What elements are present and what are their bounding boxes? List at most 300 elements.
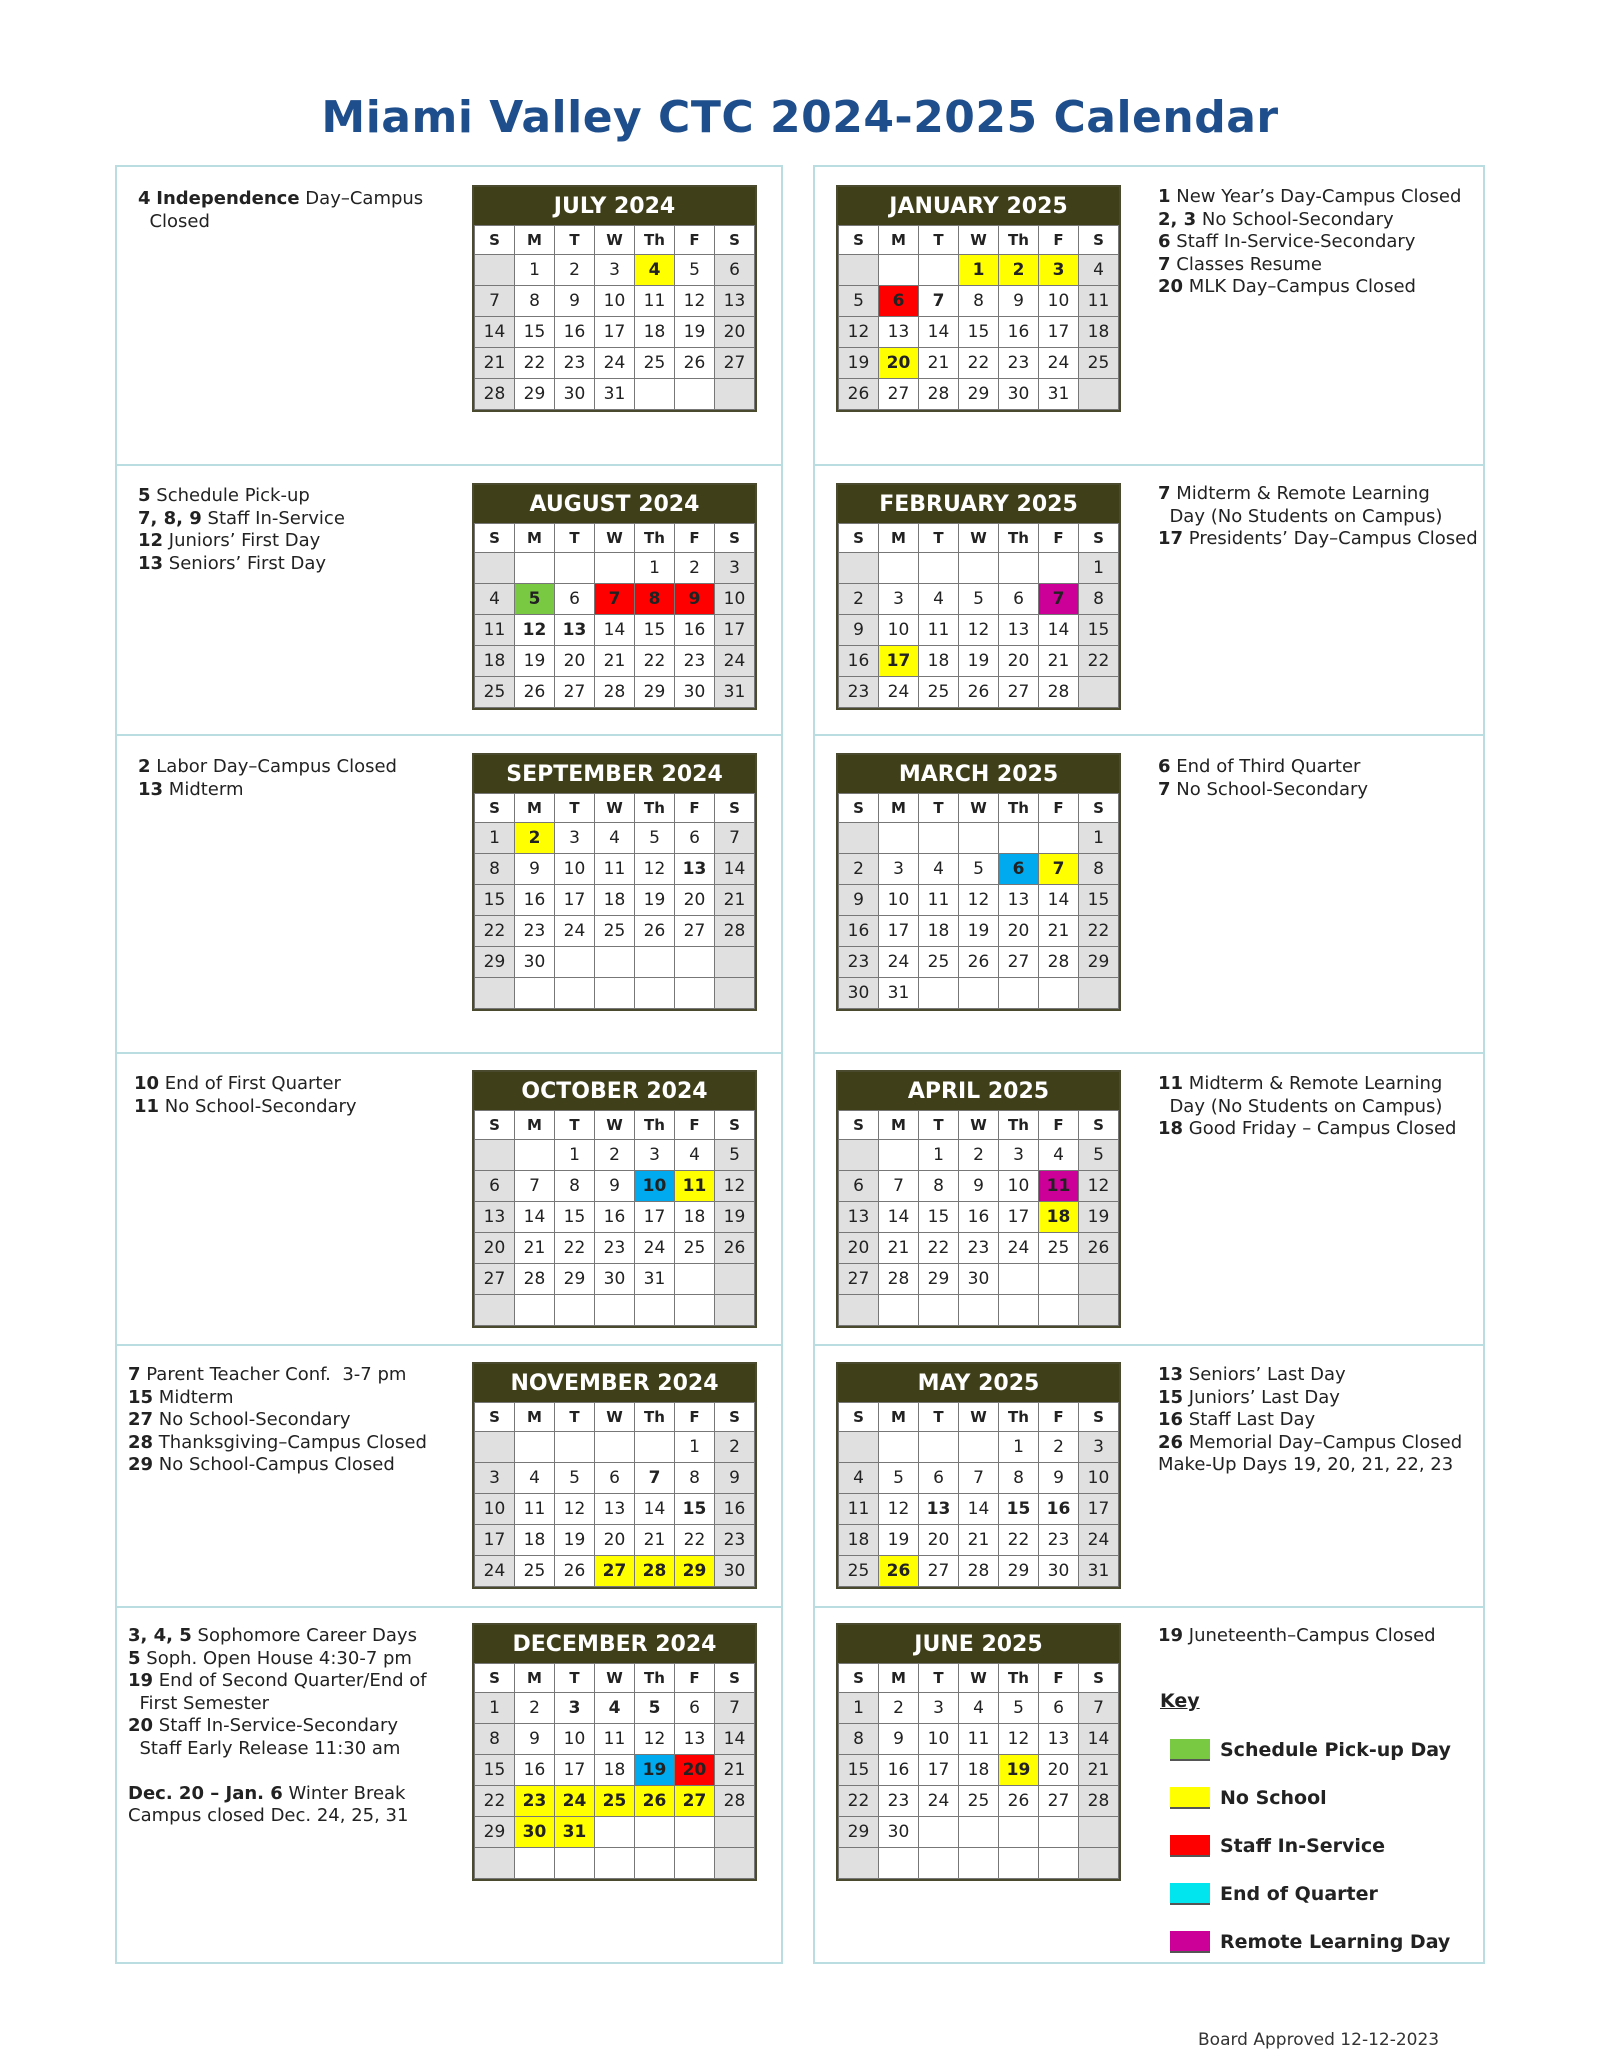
day-cell xyxy=(1079,1848,1119,1879)
day-cell: 5 xyxy=(515,584,555,615)
day-cell: 3 xyxy=(555,823,595,854)
day-cell xyxy=(839,553,879,584)
day-cell: 20 xyxy=(475,1233,515,1264)
event-line: Closed xyxy=(138,210,210,232)
day-cell: 22 xyxy=(839,1786,879,1817)
weekday-header: M xyxy=(879,794,919,823)
day-cell: 27 xyxy=(999,677,1039,708)
day-cell: 23 xyxy=(555,348,595,379)
weekday-header: F xyxy=(1039,226,1079,255)
events-feb xyxy=(1158,483,1478,551)
day-cell: 9 xyxy=(879,1724,919,1755)
day-cell: 25 xyxy=(595,1786,635,1817)
day-cell: 19 xyxy=(635,885,675,916)
day-cell: 24 xyxy=(879,947,919,978)
day-cell: 26 xyxy=(515,677,555,708)
day-cell xyxy=(555,553,595,584)
day-cell: 11 xyxy=(515,1494,555,1525)
calendar-feb xyxy=(836,483,1121,710)
day-cell: 27 xyxy=(595,1556,635,1587)
day-cell: 19 xyxy=(635,1755,675,1786)
event-line: 11 No School-Secondary xyxy=(134,1095,357,1117)
day-cell xyxy=(1079,1817,1119,1848)
day-cell xyxy=(1039,553,1079,584)
day-cell: 27 xyxy=(675,1786,715,1817)
day-cell: 23 xyxy=(595,1233,635,1264)
day-cell: 16 xyxy=(675,615,715,646)
day-cell: 9 xyxy=(675,584,715,615)
weekday-header: M xyxy=(515,1111,555,1140)
day-cell: 25 xyxy=(675,1233,715,1264)
day-cell xyxy=(715,1295,755,1326)
weekday-header: W xyxy=(959,1111,999,1140)
day-cell: 26 xyxy=(715,1233,755,1264)
day-cell: 7 xyxy=(515,1171,555,1202)
weekday-header: S xyxy=(1079,1664,1119,1693)
day-cell: 28 xyxy=(715,916,755,947)
day-cell: 3 xyxy=(879,854,919,885)
day-cell: 24 xyxy=(555,1786,595,1817)
day-cell: 13 xyxy=(919,1494,959,1525)
weekday-header: W xyxy=(595,524,635,553)
day-cell: 17 xyxy=(1079,1494,1119,1525)
event-line: Staff Early Release 11:30 am xyxy=(128,1737,401,1759)
day-cell: 20 xyxy=(595,1525,635,1556)
day-cell: 2 xyxy=(515,1693,555,1724)
day-cell: 13 xyxy=(715,286,755,317)
day-cell xyxy=(715,1264,755,1295)
day-cell: 18 xyxy=(635,317,675,348)
day-cell xyxy=(635,379,675,410)
weekday-header: M xyxy=(515,794,555,823)
day-cell: 20 xyxy=(675,885,715,916)
month-grid xyxy=(474,1110,755,1326)
weekday-header: T xyxy=(555,1111,595,1140)
day-cell: 25 xyxy=(1039,1233,1079,1264)
weekday-header: F xyxy=(1039,1664,1079,1693)
day-cell: 11 xyxy=(475,615,515,646)
day-cell: 5 xyxy=(715,1140,755,1171)
event-line: 13 Midterm xyxy=(138,778,244,800)
month-grid xyxy=(838,523,1119,708)
day-cell: 12 xyxy=(675,286,715,317)
day-cell: 10 xyxy=(1079,1463,1119,1494)
day-cell: 20 xyxy=(715,317,755,348)
weekday-header: F xyxy=(1039,1111,1079,1140)
calendar-sep xyxy=(472,753,757,1011)
day-cell: 31 xyxy=(555,1817,595,1848)
day-cell: 23 xyxy=(715,1525,755,1556)
day-cell: 24 xyxy=(595,348,635,379)
weekday-header: Th xyxy=(999,794,1039,823)
day-cell xyxy=(999,1848,1039,1879)
weekday-header: T xyxy=(555,226,595,255)
legend-item-end-quarter: End of Quarter xyxy=(1160,1870,1451,1918)
day-cell: 7 xyxy=(475,286,515,317)
day-cell: 14 xyxy=(1039,615,1079,646)
day-cell: 31 xyxy=(879,978,919,1009)
day-cell: 14 xyxy=(715,854,755,885)
day-cell: 21 xyxy=(715,1755,755,1786)
weekday-header: W xyxy=(595,1403,635,1432)
day-cell xyxy=(715,1817,755,1848)
day-cell xyxy=(999,823,1039,854)
weekday-header: F xyxy=(675,1403,715,1432)
day-cell xyxy=(919,1848,959,1879)
day-cell: 26 xyxy=(1079,1233,1119,1264)
day-cell: 21 xyxy=(635,1525,675,1556)
day-cell: 9 xyxy=(595,1171,635,1202)
day-cell: 9 xyxy=(1039,1463,1079,1494)
weekday-header: S xyxy=(839,524,879,553)
day-cell: 31 xyxy=(1039,379,1079,410)
weekday-header: S xyxy=(1079,1403,1119,1432)
day-cell: 11 xyxy=(595,1724,635,1755)
weekday-header: T xyxy=(919,794,959,823)
day-cell: 11 xyxy=(675,1171,715,1202)
month-title: AUGUST 2024 xyxy=(474,485,755,523)
day-cell: 25 xyxy=(959,1786,999,1817)
day-cell: 24 xyxy=(475,1556,515,1587)
calendar-nov xyxy=(472,1362,757,1589)
day-cell: 17 xyxy=(595,317,635,348)
event-line: 19 End of Second Quarter/End of xyxy=(128,1670,427,1691)
weekday-header: M xyxy=(879,226,919,255)
day-cell: 24 xyxy=(879,677,919,708)
day-cell xyxy=(675,1264,715,1295)
weekday-header: Th xyxy=(635,1403,675,1432)
event-line: 7 Parent Teacher Conf. 3-7 pm xyxy=(128,1364,407,1385)
day-cell: 21 xyxy=(515,1233,555,1264)
day-cell: 4 xyxy=(959,1693,999,1724)
events-jun xyxy=(1158,1625,1436,1648)
day-cell: 18 xyxy=(475,646,515,677)
weekday-header: Th xyxy=(999,524,1039,553)
day-cell: 12 xyxy=(635,854,675,885)
day-cell xyxy=(959,1817,999,1848)
day-cell: 7 xyxy=(1039,854,1079,885)
day-cell: 5 xyxy=(675,255,715,286)
day-cell: 8 xyxy=(515,286,555,317)
weekday-header: T xyxy=(555,1403,595,1432)
month-title: JULY 2024 xyxy=(474,187,755,225)
day-cell: 7 xyxy=(715,1693,755,1724)
day-cell: 14 xyxy=(715,1724,755,1755)
day-cell: 20 xyxy=(879,348,919,379)
event-line: 19 Juneteenth–Campus Closed xyxy=(1158,1625,1436,1646)
day-cell: 12 xyxy=(999,1724,1039,1755)
day-cell: 3 xyxy=(1079,1432,1119,1463)
day-cell xyxy=(635,1848,675,1879)
day-cell: 23 xyxy=(1039,1525,1079,1556)
day-cell: 24 xyxy=(999,1233,1039,1264)
event-line: 28 Thanksgiving–Campus Closed xyxy=(128,1431,427,1453)
day-cell xyxy=(999,1817,1039,1848)
day-cell xyxy=(999,978,1039,1009)
day-cell: 21 xyxy=(1039,916,1079,947)
events-apr xyxy=(1158,1073,1456,1141)
day-cell xyxy=(515,1848,555,1879)
day-cell: 28 xyxy=(715,1786,755,1817)
day-cell: 24 xyxy=(919,1786,959,1817)
day-cell: 13 xyxy=(999,615,1039,646)
day-cell: 22 xyxy=(959,348,999,379)
month-title: FEBRUARY 2025 xyxy=(838,485,1119,523)
day-cell xyxy=(1039,978,1079,1009)
day-cell: 19 xyxy=(1079,1202,1119,1233)
day-cell xyxy=(1079,379,1119,410)
day-cell xyxy=(675,1848,715,1879)
weekday-header: S xyxy=(1079,226,1119,255)
day-cell: 15 xyxy=(475,885,515,916)
weekday-header: S xyxy=(839,1664,879,1693)
day-cell: 12 xyxy=(515,615,555,646)
day-cell: 1 xyxy=(515,255,555,286)
day-cell xyxy=(919,1817,959,1848)
day-cell: 25 xyxy=(475,677,515,708)
day-cell: 17 xyxy=(635,1202,675,1233)
day-cell: 2 xyxy=(839,584,879,615)
day-cell: 14 xyxy=(879,1202,919,1233)
day-cell: 26 xyxy=(635,1786,675,1817)
day-cell: 8 xyxy=(675,1463,715,1494)
weekday-header: W xyxy=(595,1664,635,1693)
weekday-header: T xyxy=(555,1664,595,1693)
weekday-header: S xyxy=(839,1111,879,1140)
day-cell: 29 xyxy=(635,677,675,708)
day-cell: 3 xyxy=(475,1463,515,1494)
day-cell: 9 xyxy=(555,286,595,317)
day-cell: 20 xyxy=(1039,1755,1079,1786)
event-line: 18 Good Friday – Campus Closed xyxy=(1158,1118,1457,1139)
day-cell: 5 xyxy=(635,823,675,854)
day-cell: 10 xyxy=(475,1494,515,1525)
day-cell: 17 xyxy=(999,1202,1039,1233)
weekday-header: W xyxy=(959,1403,999,1432)
day-cell: 5 xyxy=(999,1693,1039,1724)
event-line xyxy=(128,1760,427,1783)
day-cell xyxy=(839,1848,879,1879)
weekday-header: Th xyxy=(999,226,1039,255)
day-cell: 16 xyxy=(515,885,555,916)
day-cell: 4 xyxy=(475,584,515,615)
day-cell: 14 xyxy=(595,615,635,646)
day-cell: 24 xyxy=(1079,1525,1119,1556)
day-cell xyxy=(959,1848,999,1879)
event-line: 20 MLK Day–Campus Closed xyxy=(1158,276,1416,297)
day-cell xyxy=(1079,677,1119,708)
day-cell xyxy=(555,947,595,978)
weekday-header: F xyxy=(675,794,715,823)
month-title: JUNE 2025 xyxy=(838,1625,1119,1663)
day-cell: 28 xyxy=(635,1556,675,1587)
event-line: Make-Up Days 19, 20, 21, 22, 23 xyxy=(1158,1454,1454,1475)
day-cell: 18 xyxy=(675,1202,715,1233)
day-cell: 5 xyxy=(959,854,999,885)
legend-swatch xyxy=(1170,1739,1210,1761)
weekday-header: Th xyxy=(999,1664,1039,1693)
events-jan xyxy=(1158,186,1461,299)
day-cell: 30 xyxy=(555,379,595,410)
day-cell: 8 xyxy=(999,1463,1039,1494)
day-cell: 21 xyxy=(879,1233,919,1264)
day-cell: 24 xyxy=(555,916,595,947)
month-grid xyxy=(474,1402,755,1587)
weekday-header: M xyxy=(879,1664,919,1693)
day-cell: 4 xyxy=(839,1463,879,1494)
day-cell xyxy=(675,978,715,1009)
day-cell: 4 xyxy=(515,1463,555,1494)
day-cell: 6 xyxy=(999,854,1039,885)
event-line: 27 No School-Secondary xyxy=(128,1409,351,1430)
month-grid xyxy=(838,1663,1119,1879)
day-cell: 1 xyxy=(959,255,999,286)
event-line: 20 Staff In-Service-Secondary xyxy=(128,1715,398,1736)
day-cell: 3 xyxy=(555,1693,595,1724)
day-cell: 30 xyxy=(595,1264,635,1295)
day-cell: 22 xyxy=(999,1525,1039,1556)
weekday-header: Th xyxy=(635,794,675,823)
events-oct xyxy=(134,1073,357,1118)
event-line: 7 Midterm & Remote Learning xyxy=(1158,483,1430,504)
board-approved-note: Board Approved 12-12-2023 xyxy=(1198,2030,1440,2050)
day-cell xyxy=(919,255,959,286)
day-cell: 30 xyxy=(675,677,715,708)
weekday-header: F xyxy=(1039,794,1079,823)
day-cell: 19 xyxy=(959,916,999,947)
legend-swatch xyxy=(1170,1787,1210,1809)
month-grid xyxy=(838,793,1119,1009)
day-cell: 21 xyxy=(1079,1755,1119,1786)
legend-title: Key xyxy=(1160,1690,1200,1712)
weekday-header: S xyxy=(475,1664,515,1693)
day-cell: 25 xyxy=(839,1556,879,1587)
day-cell xyxy=(715,978,755,1009)
day-cell xyxy=(515,1140,555,1171)
day-cell: 28 xyxy=(1039,677,1079,708)
day-cell: 1 xyxy=(635,553,675,584)
day-cell: 19 xyxy=(675,317,715,348)
events-nov xyxy=(128,1364,427,1477)
month-title: APRIL 2025 xyxy=(838,1072,1119,1110)
weekday-header: F xyxy=(675,1111,715,1140)
event-line: 7, 8, 9 Staff In-Service xyxy=(138,507,345,529)
event-line: 13 Seniors’ First Day xyxy=(138,552,327,574)
day-cell: 6 xyxy=(879,286,919,317)
day-cell: 7 xyxy=(879,1171,919,1202)
day-cell: 14 xyxy=(1039,885,1079,916)
day-cell xyxy=(1039,1264,1079,1295)
day-cell: 13 xyxy=(675,1724,715,1755)
day-cell: 10 xyxy=(879,615,919,646)
day-cell: 6 xyxy=(839,1171,879,1202)
day-cell: 26 xyxy=(839,379,879,410)
day-cell: 15 xyxy=(475,1755,515,1786)
day-cell: 2 xyxy=(879,1693,919,1724)
day-cell xyxy=(595,1848,635,1879)
day-cell xyxy=(635,947,675,978)
day-cell xyxy=(919,823,959,854)
day-cell: 21 xyxy=(475,348,515,379)
day-cell: 25 xyxy=(595,916,635,947)
day-cell xyxy=(635,1817,675,1848)
day-cell: 9 xyxy=(839,615,879,646)
day-cell: 25 xyxy=(515,1556,555,1587)
month-title: JANUARY 2025 xyxy=(838,187,1119,225)
day-cell xyxy=(555,978,595,1009)
event-line: 15 Juniors’ Last Day xyxy=(1158,1386,1340,1408)
day-cell xyxy=(879,553,919,584)
event-line: 2, 3 No School-Secondary xyxy=(1158,208,1394,230)
day-cell: 13 xyxy=(475,1202,515,1233)
day-cell xyxy=(595,1817,635,1848)
day-cell: 28 xyxy=(475,379,515,410)
legend-item-remote: Remote Learning Day xyxy=(1160,1918,1451,1966)
day-cell: 14 xyxy=(959,1494,999,1525)
day-cell xyxy=(879,1295,919,1326)
day-cell: 15 xyxy=(919,1202,959,1233)
day-cell: 5 xyxy=(555,1463,595,1494)
event-line: 10 End of First Quarter xyxy=(134,1073,341,1094)
month-grid xyxy=(838,1402,1119,1587)
day-cell xyxy=(839,823,879,854)
weekday-header: T xyxy=(919,1664,959,1693)
calendar-mar xyxy=(836,753,1121,1011)
day-cell xyxy=(475,1848,515,1879)
day-cell: 9 xyxy=(515,1724,555,1755)
weekday-header: S xyxy=(839,1403,879,1432)
calendar-aug xyxy=(472,483,757,710)
day-cell: 19 xyxy=(515,646,555,677)
day-cell xyxy=(475,1295,515,1326)
day-cell: 18 xyxy=(839,1525,879,1556)
calendar-jul xyxy=(472,185,757,412)
day-cell xyxy=(959,823,999,854)
weekday-header: Th xyxy=(635,1111,675,1140)
weekday-header: S xyxy=(475,794,515,823)
month-title: DECEMBER 2024 xyxy=(474,1625,755,1663)
legend xyxy=(1160,1690,1451,1966)
day-cell xyxy=(1079,1264,1119,1295)
day-cell: 18 xyxy=(595,1755,635,1786)
event-line: 5 Schedule Pick-up xyxy=(138,485,310,506)
day-cell: 10 xyxy=(1039,286,1079,317)
weekday-header: T xyxy=(919,1111,959,1140)
day-cell: 23 xyxy=(959,1233,999,1264)
day-cell: 22 xyxy=(675,1525,715,1556)
weekday-header: T xyxy=(919,524,959,553)
day-cell xyxy=(1079,978,1119,1009)
day-cell: 26 xyxy=(879,1556,919,1587)
day-cell: 12 xyxy=(715,1171,755,1202)
day-cell: 23 xyxy=(839,677,879,708)
day-cell: 27 xyxy=(1039,1786,1079,1817)
day-cell: 17 xyxy=(879,646,919,677)
day-cell: 21 xyxy=(715,885,755,916)
day-cell: 18 xyxy=(919,916,959,947)
day-cell: 27 xyxy=(999,947,1039,978)
day-cell xyxy=(555,1295,595,1326)
month-title: MAY 2025 xyxy=(838,1364,1119,1402)
day-cell: 2 xyxy=(515,823,555,854)
day-cell: 19 xyxy=(715,1202,755,1233)
day-cell: 2 xyxy=(839,854,879,885)
day-cell: 12 xyxy=(635,1724,675,1755)
weekday-header: W xyxy=(959,226,999,255)
event-line: 6 Staff In-Service-Secondary xyxy=(1158,231,1416,252)
day-cell xyxy=(1039,1848,1079,1879)
day-cell xyxy=(879,255,919,286)
